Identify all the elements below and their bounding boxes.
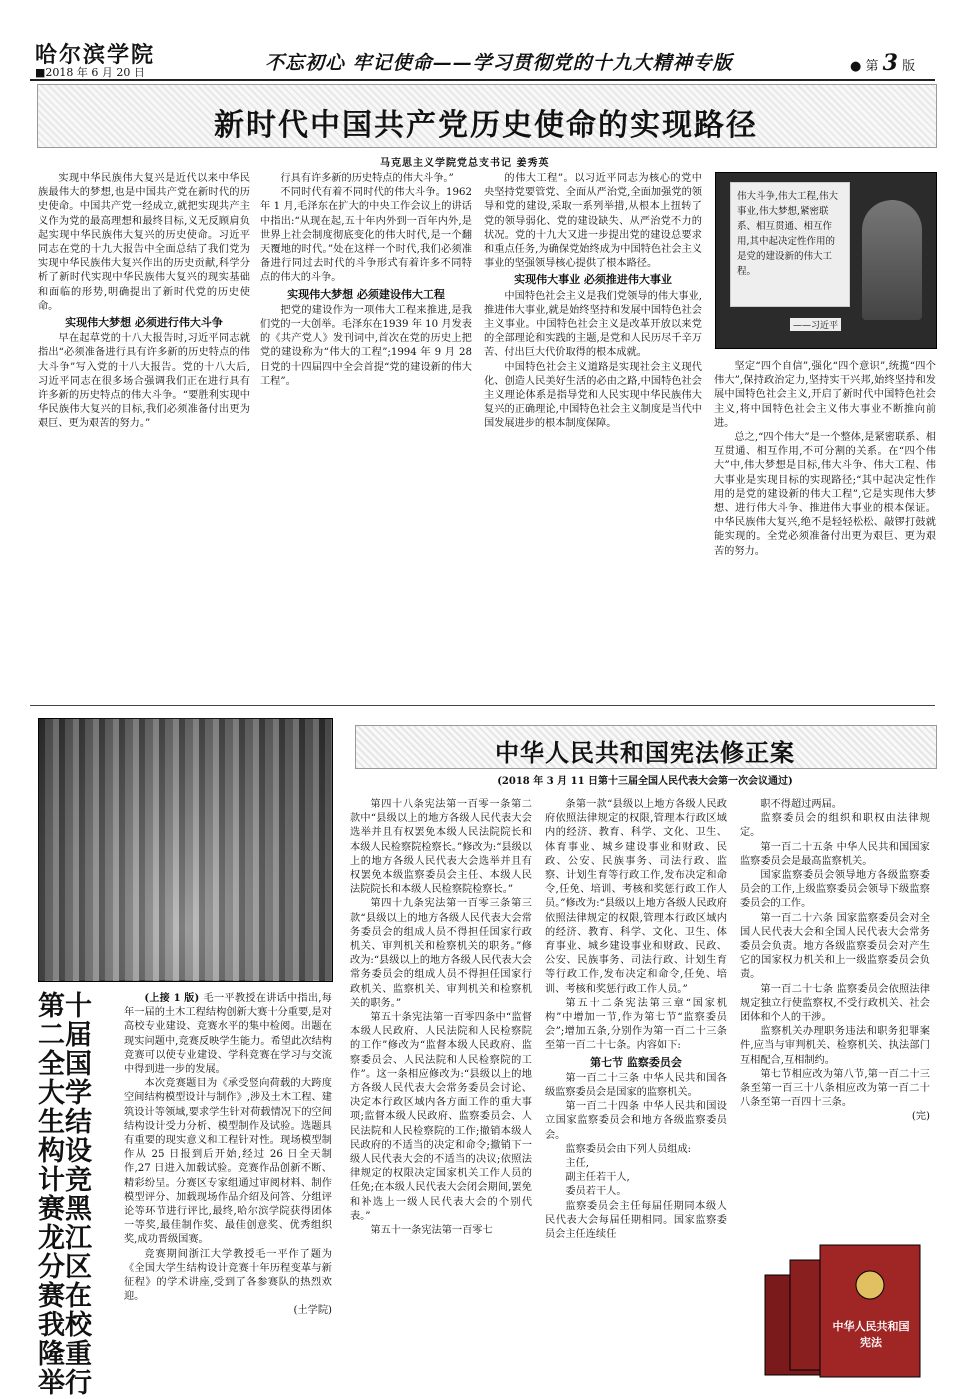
article3-title: 中华人民共和国宪法修正案: [495, 738, 795, 767]
paragraph: 第五十条宪法第一百零四条中“监督本级人民政府、人民法院和人民检察院的工作”修改为“监督本级人民政府、监察委员会、人民法院和人民检察院的工作”。这一条相应修改为:“县级以上的地方各级人民代表大会常务委员会讨论、决定本行政区域内各方面工作的重大事项;监督本级人民政府、监察委员会、人民法院和人民检察院的工作;撤销本级人民政府的不适当的决定和命令;撤销下一级人民代表大会的不适当的决议;依照法律规定的权限决定国家机关工作人员的任免;在本级人民代表大会闭会期间,罢免和补选上一级人民代表大会的个别代表。”: [350, 1012, 532, 1222]
paragraph: [124, 992, 332, 1077]
article3-col2: [545, 798, 727, 1358]
paragraph: 职不得超过两届。: [760, 799, 842, 810]
paragraph: 第四十九条宪法第一百零三条第三款“县级以上的地方各级人民代表大会常务委员会的组成人员不得担任国家行政机关、审判机关和检察机关的职务。”修改为:“县级以上的地方各级人民代表大会常务委员会的组成人员不得担任国家行政机关、监察机关、审判机关和检察机关的职务。”: [350, 898, 532, 1009]
paragraph: 中国特色社会主义道路是实现社会主义现代化、创造人民美好生活的必由之路,中国特色社会主义理论体系是指导党和人民实现中华民族伟大复兴的正确理论,中国特色社会主义制度是当代中国发展进步的根本制度保障。: [484, 361, 702, 430]
paragraph: 主任,: [565, 1158, 590, 1170]
article1-col2: [260, 172, 472, 697]
paragraph: 监察机关办理职务违法和职务犯罪案件,应当与审判机关、检察机关、执法部门互相配合,互相制约。: [740, 1026, 930, 1066]
quote-author: ——习近平: [790, 318, 841, 331]
paragraph: 坚定“四个自信”,强化“四个意识”,统揽“四个伟大”,保持政治定力,坚持实干兴邦,始终坚持和发展中国特色社会主义,开启了新时代中国特色社会主义,将中国特色社会主义伟大事业不断推向前进。: [714, 361, 936, 429]
article1-byline: 马克思主义学院党总支书记 姜秀英: [380, 158, 550, 169]
page-label-pre: ● 第: [850, 59, 879, 74]
paragraph: 中国特色社会主义是我们党领导的伟大事业,推进伟大事业,就是始终坚持和发展中国特色社会主义事业。中国特色社会主义是改革开放以来党的全部理论和实践的主题,是党和人民历尽千辛万苦、付出巨大代价取得的根本成就。: [484, 290, 702, 359]
section-divider: [30, 705, 935, 706]
article3-col3: [740, 798, 930, 1238]
paragraph: 把党的建设作为一项伟大工程来推进,是我们党的一大创举。毛泽东在1939 年 10 月发表的《共产党人》发刊词中,首次在党的历史上把党的建设称为“伟大的工程”;1994 年 9 月 28 日党的十四届四中全会首提“党的建设新的伟大工程”。: [260, 304, 472, 387]
paragraph: 第一百二十六条 国家监察委员会对全国人民代表大会和全国人民代表大会常务委员会负责。地方各级监察委员会对产生它的国家权力机关和上一级监察委员会负责。: [740, 912, 930, 981]
book-illustration: [760, 1240, 930, 1380]
end-mark: (完): [911, 1111, 930, 1123]
quote-text: 伟大斗争,伟大工程,伟大事业,伟大梦想,紧密联系、相互贯通、相互作用,其中起决定性作用的是党的建设新的伟大工程。: [730, 182, 850, 307]
constitution-book-image: [760, 1240, 930, 1380]
paragraph: 监察委员会的组织和职权由法律规定。: [740, 813, 930, 839]
paragraph: 第一百二十四条 中华人民共和国设立国家监察委员会和地方各级监察委员会。: [545, 1101, 727, 1141]
caption: (上接 1 版): [144, 993, 200, 1004]
paragraph: 第五十二条宪法第三章“国家机构”中增加一节,作为第七节“监察委员会”;增加五条,分别作为第一百二十三条至第一百二十七条。内容如下:: [545, 997, 727, 1052]
paragraph: 国家监察委员会领导地方各级监察委员会的工作,上级监察委员会领导下级监察委员会的工作。: [740, 870, 930, 910]
article1-title: 新时代中国共产党历史使命的实现路径: [214, 108, 758, 143]
article3-col1: [350, 798, 532, 1358]
paragraph: 竞赛期间浙江大学教授毛一平作了题为《全国大学生结构设计竞赛十年历程变革与新征程》的学术讲座,受到了各参赛队的热烈欢迎。: [124, 1248, 332, 1303]
paragraph: 总之,“四个伟大”是一个整体,是紧密联系、相互贯通、相互作用,不可分割的关系。在“四个伟大”中,伟大梦想是目标,伟大斗争、伟大工程、伟大事业是实现目标的实现路径;“其中起决定性作用的是党的建设新的伟大工程”,它是实现伟大梦想、进行伟大斗争、推进伟大事业的根本保证。中华民族伟大复兴,绝不是轻轻松松、敲锣打鼓就能实现的。全党必须准备付出更为艰巨、更为艰苦的努力。: [714, 432, 936, 557]
portrait-image: [862, 200, 922, 320]
header-rule: [30, 79, 935, 81]
paragraph: 第四十八条宪法第一百零一条第二款中“县级以上的地方各级人民代表大会选举并且有权罢免本级人民法院院长和本级人民检察院检察长。”修改为:“县级以上的地方各级人民代表大会选举并且有权罢免本级监察委员会主任、本级人民法院院长和本级人民检察院检察长。”: [350, 799, 532, 896]
header-slogan: 不忘初心 牢记使命——学习贯彻党的十九大精神专版: [265, 52, 733, 74]
article2-title: 第十二届全国大学生结构设计竞赛黑龙江分区赛在我校隆重举行: [38, 991, 92, 1399]
section-heading: 实现伟大梦想 必须建设伟大工程: [287, 287, 445, 301]
photo-overlay: [38, 718, 331, 980]
paragraph: 委员若干人。: [565, 1186, 627, 1198]
section-heading: 第七节 监察委员会: [590, 1055, 682, 1069]
paragraph: 实现中华民族伟大复兴是近代以来中华民族最伟大的梦想,也是中国共产党在新时代的历史使命。中国共产党一经成立,就把实现共产主义作为党的最高理想和最终目标,义无反顾肩负起实现中华民族伟大复兴的历史使命。习近平同志在党的十九大报告中全面总结了我们党为实现中华民族伟大复兴作出的历史贡献,科学分析了新时代实现中华民族伟大复兴的现实基础和面临的形势,明确提出了新时代党的历史使命。: [38, 173, 250, 312]
paragraph: 副主任若干人,: [565, 1172, 630, 1184]
paragraph: 行具有许多新的历史特点的伟大斗争。”: [280, 173, 454, 184]
paragraph: 第五十一条宪法第一百零七: [370, 1225, 493, 1237]
issue-date: ■2018 年 6 月 20 日: [35, 66, 145, 79]
paragraph: 条第一款“县级以上地方各级人民政府依照法律规定的权限,管理本行政区域内的经济、教育、科学、文化、卫生、体育事业、城乡建设事业和财政、民政、公安、民族事务、司法行政、监察、计划生育等行政工作,发布决定和命令,任免、培训、考核和奖惩行政工作人员。”修改为:“县级以上地方各级人民政府依照法律规定的权限,管理本行政区域内的经济、教育、科学、文化、卫生、体育事业、城乡建设事业和财政、民政、公安、民族事务、司法行政、计划生育等行政工作,发布决定和命令,任免、培训、考核和奖惩行政工作人员。”: [545, 799, 727, 995]
paragraph: 第七节相应改为第八节,第一百二十三条至第一百三十八条相应改为第一百二十八条至第一百四十三条。: [740, 1068, 930, 1109]
source: (土学院): [293, 1305, 332, 1317]
article1-col3: [484, 172, 702, 697]
page-label-post: 版: [902, 59, 916, 74]
masthead-name: 哈尔滨学院: [35, 42, 156, 68]
article1-col1: [38, 172, 250, 697]
page-number: [850, 50, 915, 76]
paragraph: 不同时代有着不同时代的伟大斗争。1962 年 1 月,毛泽东在扩大的中央工作会议上的讲话中指出:“从现在起,五十年内外到一百年内外,是世界上社会制度彻底变化的伟大时代,是一个翻天覆地的时代。”处在这样一个时代,我们必须准备进行同过去时代的斗争形式有着许多不同特点的伟大的斗争。: [260, 187, 472, 284]
paragraph: 监察委员会由下列人员组成:: [565, 1143, 692, 1155]
article3-subtitle: (2018 年 3 月 11 日第十三届全国人民代表大会第一次会议通过): [497, 776, 793, 787]
paragraph: 本次竞赛题目为《承受竖向荷载的大跨度空间结构模型设计与制作》,涉及土木工程、建筑设计等领域,要求学生针对荷载情况下的空间结构设计受力分析、模型制作及试验。选题具有重要的现实意义和工程针对性。现场模型制作从 25 日报到后开始,经过 26 日全天制作,27 日进入加载试验。竞赛作品创新不断、精彩纷呈。分赛区专家组通过审阅材料、制作模型评分、加载现场作品介绍及问答、分组评论等环节进行评比,最终,哈尔滨学院获得团体一等奖,最佳制作奖、最佳创意奖、优秀组织奖,成功晋级国赛。: [124, 1078, 332, 1246]
section-heading: 实现伟大事业 必须推进伟大事业: [514, 273, 672, 287]
paragraph-text: 毛一平教授在讲话中指出,每年一届的土木工程结构创新大赛十分重要,是对高校专业建设、竞赛水平的集中检阅。出题在现实问题中,竞赛反映学生能力。希望此次结构竞赛可以使专业建设、学科竞赛在学习与交流中得到进一步的发展。: [124, 993, 332, 1076]
section-heading: 实现伟大梦想 必须进行伟大斗争: [65, 316, 223, 330]
paragraph: 早在起草党的十八大报告时,习近平同志就指出“必须准备进行具有许多新的历史特点的伟大斗争”写入党的十八大报告。党的十八大后,习近平同志在很多场合强调我们正在进行具有许多新的历史特点的伟大斗争。“要胜利实现中华民族伟大复兴的目标,我们必须准备付出更为艰巨、更为艰苦的努力。”: [38, 333, 250, 430]
book-title: 中华人民共和国宪法: [832, 1320, 910, 1349]
paragraph: 的伟大工程”。以习近平同志为核心的党中央坚持党要管党、全面从严治党,全面加强党的领导和党的建设,采取一系列举措,从根本上扭转了党的领导弱化、党的建设缺失、从严治党不力的状况。党的十九大又进一步提出党的建设总要求和重点任务,为确保党始终成为中国特色社会主义事业的坚强领导核心提供了根本路径。: [484, 173, 702, 270]
article2-body: [124, 992, 332, 1362]
paragraph: 第一百二十三条 中华人民共和国各级监察委员会是国家的监察机关。: [545, 1072, 727, 1099]
paragraph: 监察委员会主任每届任期同本级人民代表大会每届任期相同。国家监察委员会主任连续任: [545, 1200, 727, 1241]
article1-col4: [714, 360, 936, 697]
paragraph: 第一百二十五条 中华人民共和国国家监察委员会是最高监察机关。: [740, 841, 930, 867]
paragraph: 第一百二十七条 监察委员会依照法律规定独立行使监察权,不受行政机关、社会团体和个人的干涉。: [740, 983, 930, 1024]
page-num: 3: [882, 50, 898, 76]
